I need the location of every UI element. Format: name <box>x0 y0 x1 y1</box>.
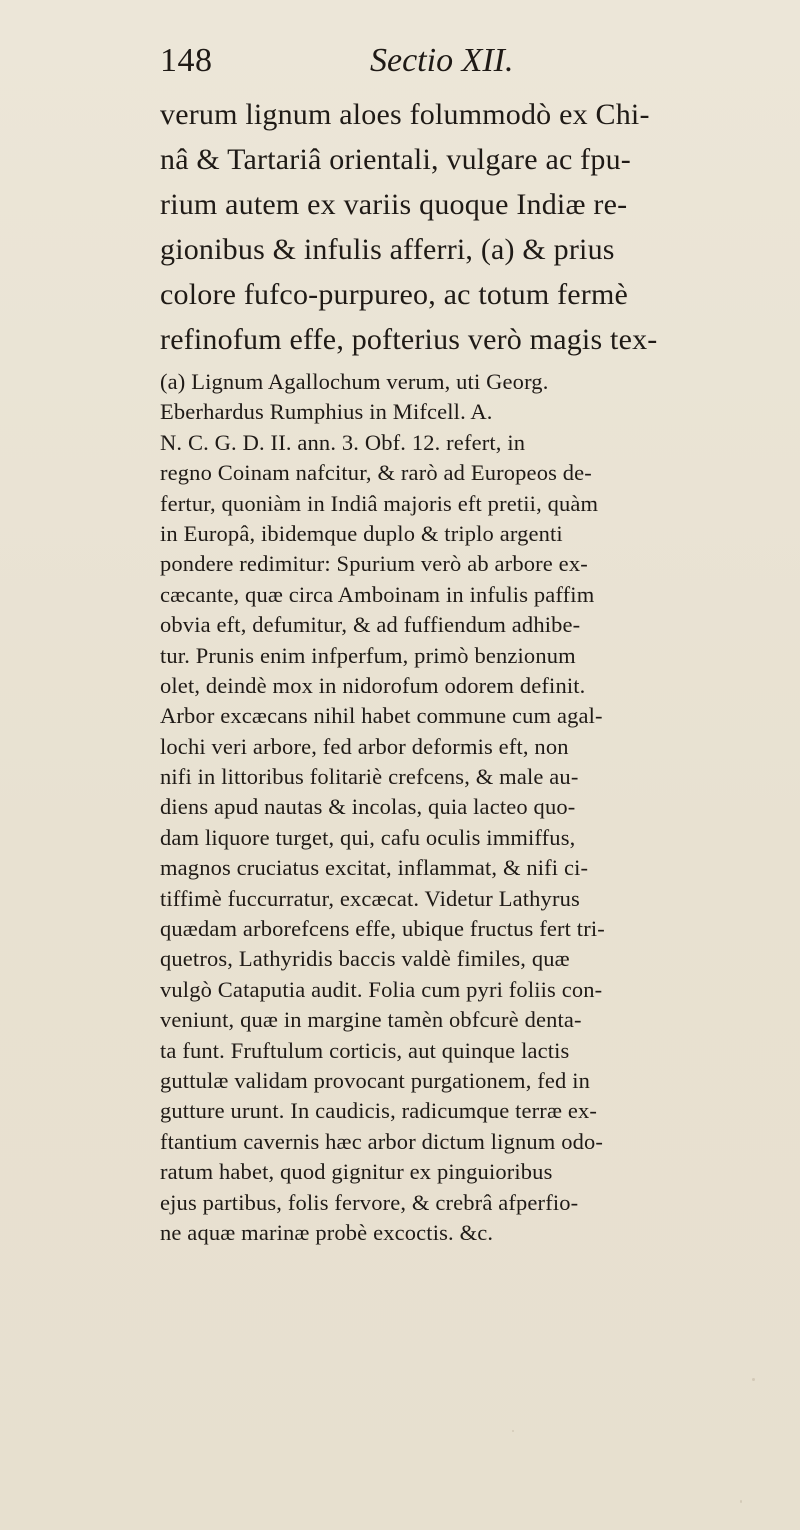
text-line: colore fufco-purpureo, ac totum fermè <box>160 278 629 311</box>
paper-speck <box>512 1430 514 1432</box>
footnote-line: dam liquore turget, qui, cafu oculis immiffus, <box>160 824 576 850</box>
footnote-line: obvia eft, defumitur, & ad fuffiendum adhibe- <box>160 612 581 638</box>
footnote-line: (a) Lignum Agallochum verum, uti Georg. <box>160 369 549 394</box>
footnote-line: ne aquæ marinæ probè excoctis. &c. <box>160 1219 494 1245</box>
section-title: Sectio XII. <box>370 42 514 79</box>
page-number: 148 <box>160 42 213 79</box>
footnote-line: N. C. G. D. II. ann. 3. Obf. 12. refert, in <box>160 429 526 455</box>
text-line: gionibus & infulis afferri, (a) & prius <box>160 233 615 266</box>
footnote-line: vulgò Cataputia audit. Folia cum pyri foliis con- <box>160 976 603 1002</box>
footnote-line: regno Coinam nafcitur, & rarò ad Europeos de- <box>160 460 592 486</box>
footnote-line: quædam arborefcens effe, ubique fructus fert tri- <box>160 916 605 942</box>
footnote-line: fertur, quoniàm in Indiâ majoris eft pretii, quàm <box>160 490 599 516</box>
paper-speck <box>752 1378 755 1381</box>
footnote-line: veniunt, quæ in margine tamèn obfcurè denta- <box>160 1007 582 1033</box>
footnote-line: olet, deindè mox in nidorofum odorem definit. <box>160 672 586 698</box>
footnote-line: ratum habet, quod gignitur ex pinguioribus <box>160 1159 553 1185</box>
footnote-line: diens apud nautas & incolas, quia lacteo quo- <box>160 794 576 820</box>
main-text-block <box>160 92 760 362</box>
footnote-line: ejus partibus, folis fervore, & crebrâ afperfio- <box>160 1189 579 1215</box>
text-line: refinofum effe, pofterius verò magis tex- <box>160 323 658 356</box>
footnote-line: Arbor excæcans nihil habet commune cum agal- <box>160 703 603 729</box>
text-line: nâ & Tartariâ orientali, vulgare ac fpu- <box>160 143 631 176</box>
footnote-line: lochi veri arbore, fed arbor deformis eft, non <box>160 733 569 759</box>
footnote-line: quetros, Lathyridis baccis valdè fimiles, quæ <box>160 946 570 972</box>
paper-speck <box>740 1500 742 1503</box>
text-line: verum lignum aloes folummodò ex Chi- <box>160 98 650 131</box>
footnote-line: ftantium cavernis hæc arbor dictum lignum odo- <box>160 1128 604 1154</box>
footnote-line: guttulæ validam provocant purgationem, fed in <box>160 1067 590 1093</box>
footnote-line: magnos cruciatus excitat, inflammat, & nifi ci- <box>160 855 589 881</box>
footnote-line: pondere redimitur: Spurium verò ab arbore ex- <box>160 551 588 577</box>
footnote-line: in Europâ, ibidemque duplo & triplo argenti <box>160 520 563 546</box>
footnote-line: Eberhardus Rumphius in Mifcell. A. <box>160 399 493 425</box>
text-line: rium autem ex variis quoque Indiæ re- <box>160 188 628 221</box>
footnote-line: ta funt. Fruftulum corticis, aut quinque lactis <box>160 1037 570 1063</box>
footnote-line: tiffimè fuccurratur, excæcat. Videtur Lathyrus <box>160 885 580 911</box>
page-header <box>160 42 720 92</box>
footnote-line: nifi in littoribus folitariè crefcens, & male au- <box>160 764 579 790</box>
footnote-line: tur. Prunis enim infperfum, primò benzionum <box>160 642 576 668</box>
footnote-line: gutture urunt. In caudicis, radicumque terræ ex- <box>160 1098 598 1124</box>
footnote-block <box>160 367 768 1248</box>
footnote-line: cæcante, quæ circa Amboinam in infulis paffim <box>160 581 595 607</box>
